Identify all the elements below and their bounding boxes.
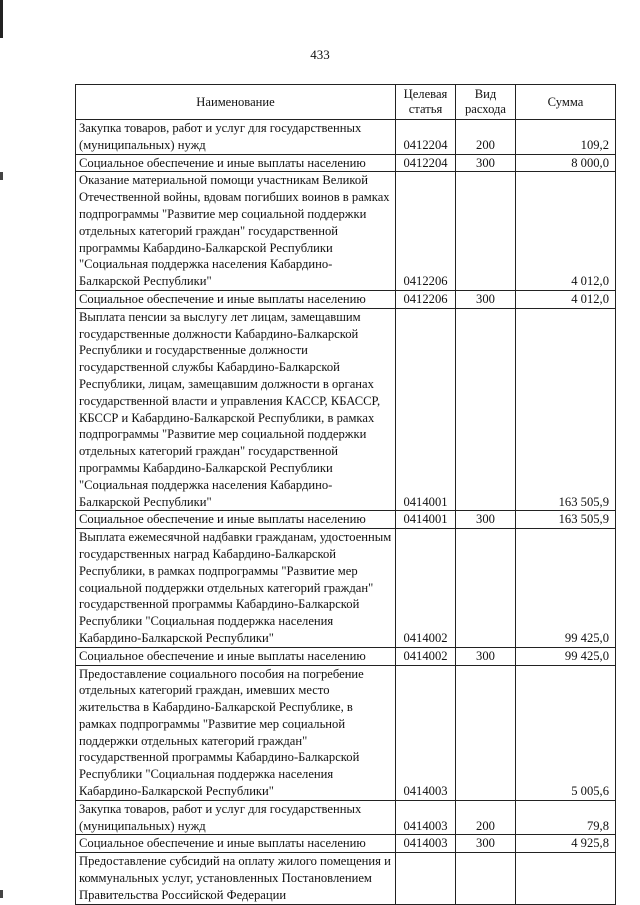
cell-amount: 4 925,8 <box>516 835 616 853</box>
table-row <box>76 835 616 853</box>
cell-name: Социальное обеспечение и иные выплаты населению <box>76 511 396 529</box>
cell-name: Оказание материальной помощи участникам Великой Отечественной войны, вдовам погибших воинов в рамках подпрограммы "Развитие мер социальной поддержки отдельных категорий граждан" государственной программы Кабардино-Балкарской Республики "Социальная поддержка населения Кабардино-Балкарской Республики" <box>76 172 396 291</box>
scan-margin-bar <box>0 0 3 38</box>
cell-amount: 4 012,0 <box>516 172 616 291</box>
cell-target-article: 0412204 <box>396 154 456 172</box>
table-row <box>76 665 616 800</box>
cell-expense-type <box>456 665 516 800</box>
budget-table <box>75 84 616 905</box>
cell-name: Предоставление социального пособия на погребение отдельных категорий граждан, имевших место жительства в Кабардино-Балкарской Республике, в рамках подпрограммы "Развитие мер социальной поддержки отдельных категорий граждан" государственной программы Кабардино-Балкарской Республики "Социальная поддержка населения Кабардино-Балкарской Республики" <box>76 665 396 800</box>
cell-amount: 79,8 <box>516 800 616 835</box>
cell-amount: 4 012,0 <box>516 290 616 308</box>
table-row <box>76 290 616 308</box>
cell-expense-type: 300 <box>456 154 516 172</box>
header-amount: Сумма <box>516 85 616 120</box>
header-expense-type: Вид расхода <box>456 85 516 120</box>
cell-expense-type: 200 <box>456 800 516 835</box>
table-row <box>76 120 616 155</box>
cell-target-article: 0412204 <box>396 120 456 155</box>
cell-name: Социальное обеспечение и иные выплаты населению <box>76 835 396 853</box>
cell-expense-type: 300 <box>456 835 516 853</box>
page-number: 433 <box>310 47 330 62</box>
cell-name: Социальное обеспечение и иные выплаты населению <box>76 154 396 172</box>
table-row <box>76 308 616 511</box>
cell-amount: 163 505,9 <box>516 308 616 511</box>
table-row <box>76 800 616 835</box>
table-row <box>76 172 616 291</box>
table-row <box>76 853 616 904</box>
cell-expense-type <box>456 308 516 511</box>
table-row <box>76 511 616 529</box>
cell-name: Социальное обеспечение и иные выплаты населению <box>76 647 396 665</box>
cell-expense-type: 300 <box>456 647 516 665</box>
header-target-article: Целевая статья <box>396 85 456 120</box>
cell-target-article: 0412206 <box>396 290 456 308</box>
cell-target-article: 0414002 <box>396 647 456 665</box>
cell-expense-type: 200 <box>456 120 516 155</box>
cell-amount: 8 000,0 <box>516 154 616 172</box>
cell-target-article: 0414003 <box>396 800 456 835</box>
header-name: Наименование <box>76 85 396 120</box>
table-header-row <box>76 85 616 120</box>
scan-margin-tick <box>0 890 3 898</box>
cell-target-article: 0414003 <box>396 665 456 800</box>
cell-target-article: 0414001 <box>396 308 456 511</box>
scan-margin-tick <box>0 172 3 180</box>
cell-expense-type: 300 <box>456 290 516 308</box>
table-row <box>76 154 616 172</box>
cell-expense-type <box>456 853 516 904</box>
cell-target-article: 0412206 <box>396 172 456 291</box>
cell-amount: 163 505,9 <box>516 511 616 529</box>
cell-name: Социальное обеспечение и иные выплаты населению <box>76 290 396 308</box>
cell-amount: 99 425,0 <box>516 529 616 648</box>
cell-expense-type <box>456 172 516 291</box>
cell-target-article <box>396 853 456 904</box>
cell-amount: 109,2 <box>516 120 616 155</box>
cell-expense-type <box>456 529 516 648</box>
cell-target-article: 0414003 <box>396 835 456 853</box>
cell-expense-type: 300 <box>456 511 516 529</box>
cell-target-article: 0414001 <box>396 511 456 529</box>
cell-name: Выплата пенсии за выслугу лет лицам, замещавшим государственные должности Кабардино-Балкарской Республики и государственные должности государственной службы Кабардино-Балкарской Республики, лицам, замещавшим должности в органах государственной власти и управления КАССР, КБАССР, КБССР и Кабардино-Балкарской Республики, в рамках подпрограммы "Развитие мер социальной поддержки отдельных категорий граждан" государственной программы Кабардино-Балкарской Республики "Социальная поддержка населения Кабардино-Балкарской Республики" <box>76 308 396 511</box>
cell-name: Выплата ежемесячной надбавки гражданам, удостоенным государственных наград Кабардино-Балкарской Республики, в рамках подпрограммы "Развитие мер социальной поддержки отдельных категорий граждан" государственной программы Кабардино-Балкарской Республики "Социальная поддержка населения Кабардино-Балкарской Республики" <box>76 529 396 648</box>
table-row <box>76 529 616 648</box>
cell-amount: 5 005,6 <box>516 665 616 800</box>
cell-name: Закупка товаров, работ и услуг для государственных (муниципальных) нужд <box>76 800 396 835</box>
cell-name: Закупка товаров, работ и услуг для государственных (муниципальных) нужд <box>76 120 396 155</box>
cell-target-article: 0414002 <box>396 529 456 648</box>
table-row <box>76 647 616 665</box>
cell-amount <box>516 853 616 904</box>
cell-amount: 99 425,0 <box>516 647 616 665</box>
cell-name: Предоставление субсидий на оплату жилого помещения и коммунальных услуг, установленных Постановлением Правительства Российской Федерации <box>76 853 396 904</box>
